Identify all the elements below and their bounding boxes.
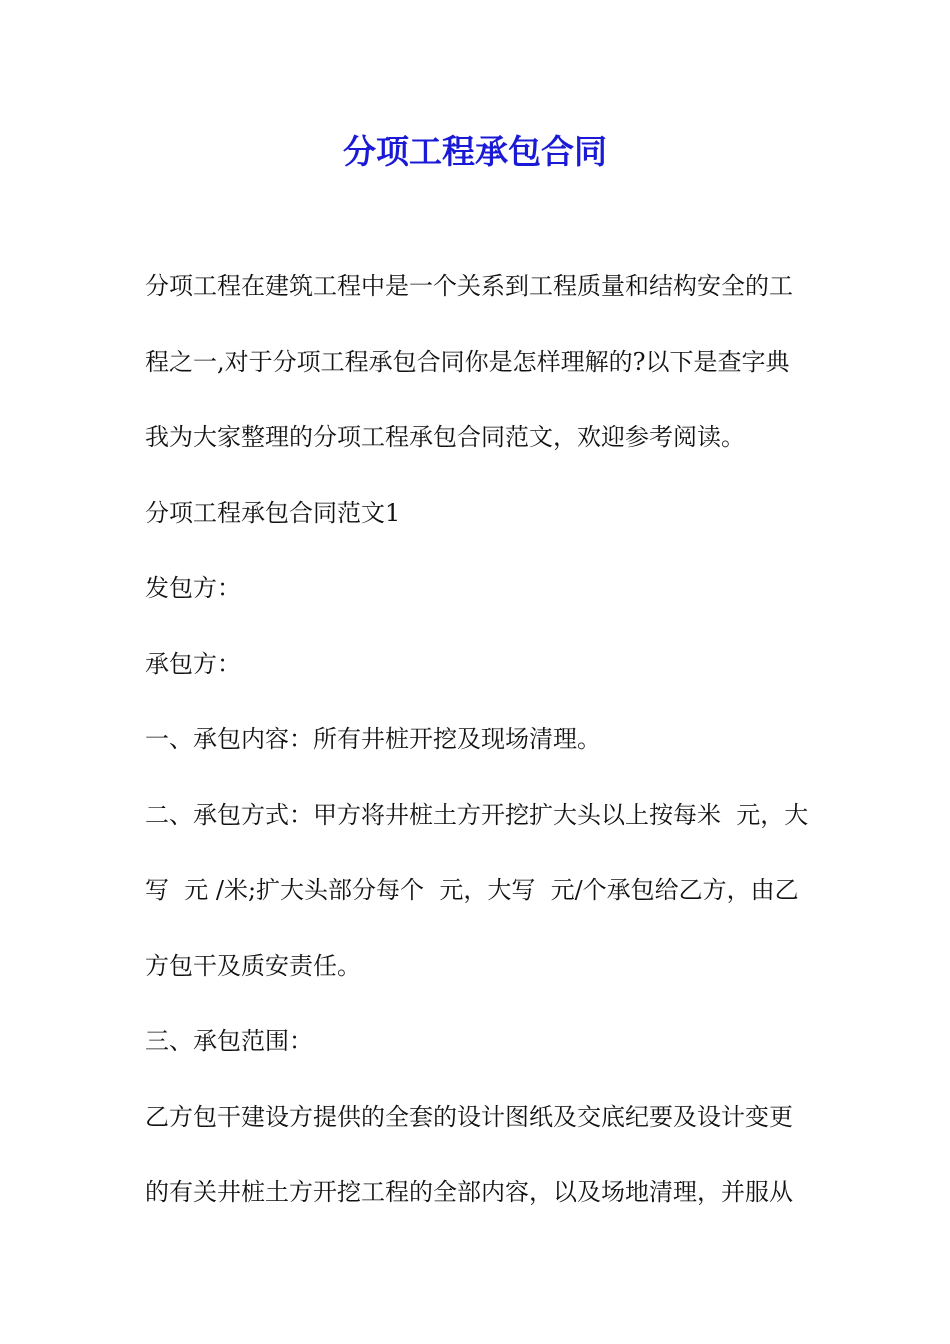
clause-line: 乙方包干建设方提供的全套的设计图纸及交底纪要及设计变更 <box>145 1102 793 1131</box>
clause-line: 的有关井桩土方开挖工程的全部内容，以及场地清理，并服从 <box>145 1178 793 1206</box>
document-title: 分项工程承包合同 <box>343 132 607 171</box>
paragraph-line: 程之一,对于分项工程承包合同你是怎样理解的?以下是查字典 <box>145 347 790 376</box>
section-heading: 分项工程承包合同范文1 <box>145 498 401 527</box>
clause-line: 二、承包方式：甲方将井桩土方开挖扩大头以上按每米 元，大 <box>145 800 809 829</box>
party-b-label: 承包方： <box>145 649 241 678</box>
clause-line: 一、承包内容：所有井桩开挖及现场清理。 <box>145 725 601 753</box>
document-body <box>145 262 810 1244</box>
clause-line: 方包干及质安责任。 <box>145 951 361 980</box>
paragraph-line: 我为大家整理的分项工程承包合同范文，欢迎参考阅读。 <box>145 423 745 451</box>
clause-line: 写 元 /米;扩大头部分每个 元，大写 元/个承包给乙方，由乙 <box>145 876 799 904</box>
clause-line: 三、承包范围： <box>145 1027 313 1055</box>
paragraph-line: 分项工程在建筑工程中是一个关系到工程质量和结构安全的工 <box>145 272 793 300</box>
party-a-label: 发包方： <box>145 574 241 602</box>
